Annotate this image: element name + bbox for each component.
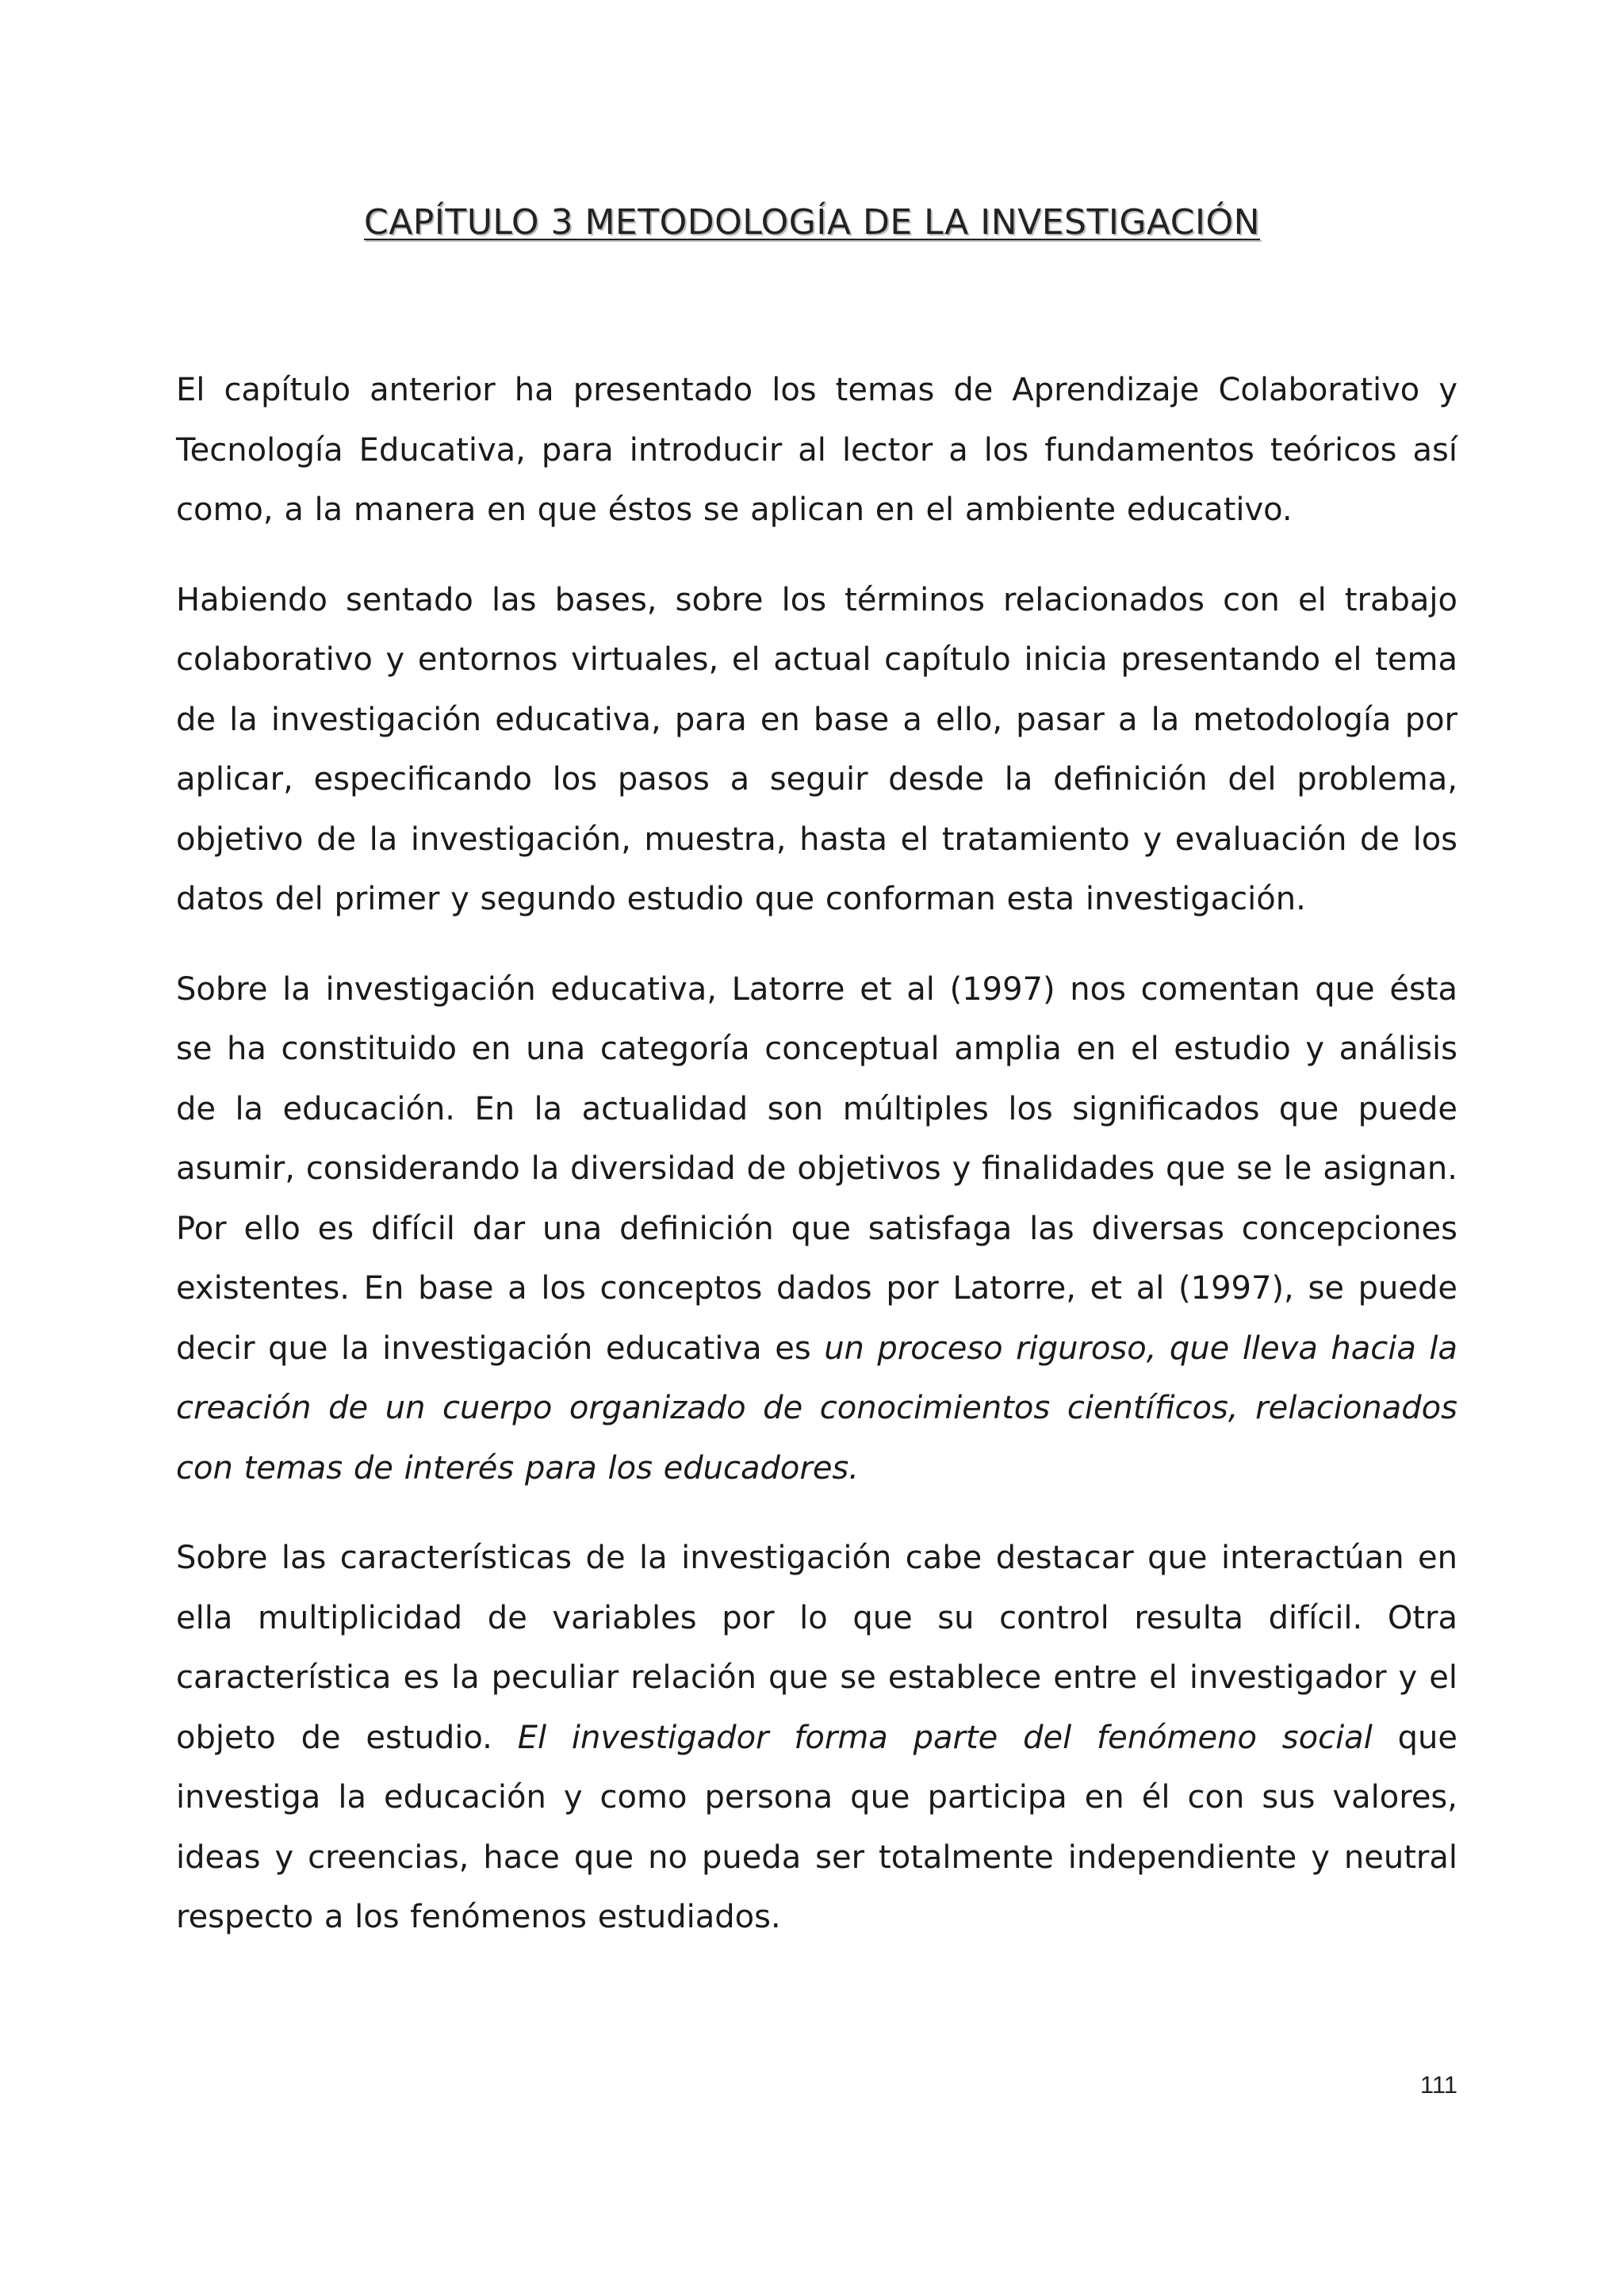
paragraph-3-definition: un proceso riguroso, que lleva hacia la creación de un cuerpo organizado de conocimientos científicos, relacionados con temas de interés para los educadores. [176, 1330, 1457, 1487]
page-number: 111 [1419, 2071, 1457, 2099]
paragraph-2 [176, 571, 1457, 930]
paragraph-4-emphasis: El investigador forma parte del fenómeno social [517, 1719, 1373, 1756]
paragraph-4 [176, 1529, 1457, 1948]
paragraph-4-text-start: Sobre las características de la investigación cabe destacar que interactúan en ella multiplicidad de variables por lo que su control resulta difícil. Otra característica es la peculiar relación que se establece entre el investigador y el objeto de estudio. [176, 1540, 1457, 1756]
paragraph-3-text: Sobre la investigación educativa, Latorre et al (1997) nos comentan que ésta se ha constituido en una categoría conceptual amplia en el estudio y análisis de la educación. En la actualidad son múltiples los significados que puede asumir, considerando la diversidad de objetivos y finalidades que se le asignan. Por ello es difícil dar una definición que satisfaga las diversas concepciones existentes. En base a los conceptos dados por Latorre, et al (1997), se puede decir que la investigación educativa es [176, 970, 1457, 1367]
paragraph-1-text: El capítulo anterior ha presentado los temas de Aprendizaje Colaborativo y Tecnología Educativa, para introducir al lector a los fundamentos teóricos así como, a la manera en que éstos se aplican en el ambiente educativo. [176, 372, 1457, 528]
paragraph-1 [176, 361, 1457, 541]
body-text [176, 361, 1457, 1978]
paragraph-2-text: Habiendo sentado las bases, sobre los términos relacionados con el trabajo colaborativo y entornos virtuales, el actual capítulo inicia presentando el tema de la investigación educativa, para en base a ello, pasar a la metodología por aplicar, especificando los pasos a seguir desde la definición del problema, objetivo de la investigación, muestra, hasta el tratamiento y evaluación de los datos del primer y segundo estudio que conforman esta investigación. [176, 581, 1457, 917]
paragraph-3 [176, 960, 1457, 1499]
chapter-title: CAPÍTULO 3 METODOLOGÍA DE LA INVESTIGACIÓN [363, 202, 1260, 243]
paragraph-4-text-end: que investiga la educación y como persona que participa en él con sus valores, ideas y creencias, hace que no pueda ser totalmente independiente y neutral respecto a los fenómenos estudiados. [176, 1719, 1457, 1935]
